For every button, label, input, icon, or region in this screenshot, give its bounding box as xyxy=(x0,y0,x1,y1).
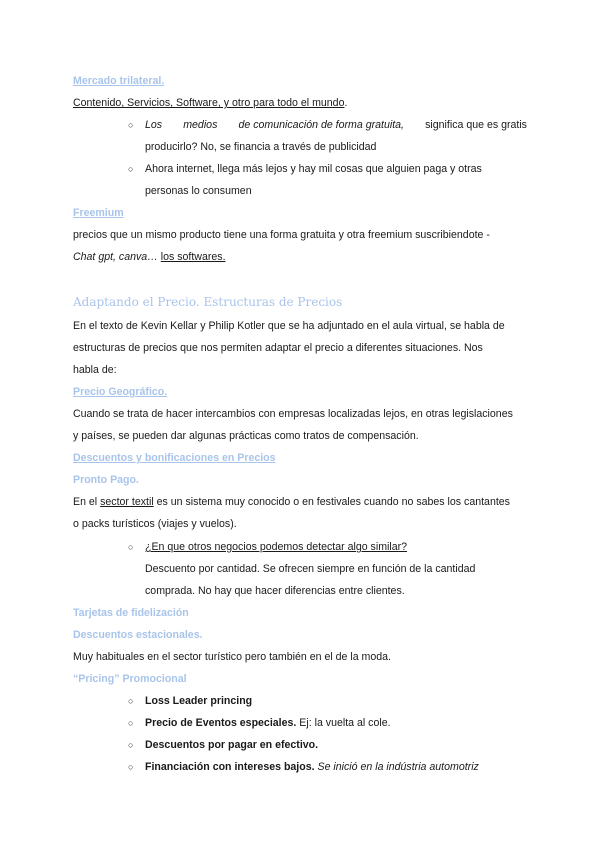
bullet-icon: ○ xyxy=(128,542,134,552)
list-item: ○ Loss Leader princing xyxy=(128,695,253,707)
bullet-icon: ○ xyxy=(128,718,134,728)
bullet-icon: ○ xyxy=(128,740,134,750)
section-heading-tarjetas: Tarjetas de fidelización xyxy=(73,607,189,619)
paragraph-line: En el sector textil es un sistema muy conocido o en festivales cuando no sabes los cantantes xyxy=(73,496,510,508)
softwares-link[interactable]: los softwares. xyxy=(160,251,226,263)
section-heading-estructuras: Adaptando el Precio. Estructuras de Precios xyxy=(73,295,343,309)
list-item: ○ Ahora internet, llega más lejos y hay mil cosas que alguien paga y otras xyxy=(128,163,482,175)
section-heading-estacionales: Descuentos estacionales. xyxy=(73,629,203,641)
section-heading-descuentos: Descuentos y bonificaciones en Precios xyxy=(73,452,276,464)
paragraph-line: estructuras de precios que nos permiten adaptar el precio a diferentes situaciones. Nos xyxy=(73,342,483,354)
bullet-icon: ○ xyxy=(128,120,134,130)
list-item: ○ Precio de Eventos especiales. Ej: la vuelta al cole. xyxy=(128,717,391,729)
section-heading-mercado: Mercado trilateral. xyxy=(73,75,165,87)
list-item: ○ Financiación con intereses bajos. Se inició en la indústria automotriz xyxy=(128,761,479,773)
paragraph-line: Chat gpt, canva… los softwares. xyxy=(73,251,226,263)
paragraph-line: o packs turísticos (viajes y vuelos). xyxy=(73,518,237,530)
paragraph-line: Cuando se trata de hacer intercambios con empresas localizadas lejos, en otras legislaciones xyxy=(73,408,513,420)
list-item-continuation: Descuento por cantidad. Se ofrecen siempre en función de la cantidad xyxy=(145,563,476,575)
list-item: ○ ¿En que otros negocios podemos detectar algo similar? xyxy=(128,541,408,553)
bullet-icon: ○ xyxy=(128,696,134,706)
paragraph-line: habla de: xyxy=(73,364,117,376)
paragraph-line: y países, se pueden dar algunas prácticas como tratos de compensación. xyxy=(73,430,419,442)
section-heading-pricing: “Pricing” Promocional xyxy=(73,673,187,685)
list-item: ○ Los medios de comunicación de forma gratuita, significa que es gratis xyxy=(128,119,527,131)
list-item-continuation: comprada. No hay que hacer diferencias entre clientes. xyxy=(145,585,405,597)
paragraph-line: precios que un mismo producto tiene una forma gratuita y otra freemium suscribiendote - xyxy=(73,229,490,241)
list-item-continuation: producirlo? No, se financia a través de publicidad xyxy=(145,141,377,153)
paragraph-line: Contenido, Servicios, Software, y otro para todo el mundo. xyxy=(73,97,348,109)
list-item: ○ Descuentos por pagar en efectivo. xyxy=(128,739,319,751)
bullet-icon: ○ xyxy=(128,762,134,772)
subheading-pronto-pago: Pronto Pago. xyxy=(73,474,139,486)
section-heading-geografico: Precio Geográfico. xyxy=(73,386,168,398)
section-heading-freemium: Freemium xyxy=(73,207,124,219)
bullet-icon: ○ xyxy=(128,164,134,174)
sector-textil-link[interactable]: sector textil xyxy=(100,496,154,508)
paragraph-line: Muy habituales en el sector turístico pero también en el de la moda. xyxy=(73,651,391,663)
list-item-continuation: personas lo consumen xyxy=(145,185,252,197)
paragraph-line: En el texto de Kevin Kellar y Philip Kotler que se ha adjuntado en el aula virtual, se habla de xyxy=(73,320,505,332)
